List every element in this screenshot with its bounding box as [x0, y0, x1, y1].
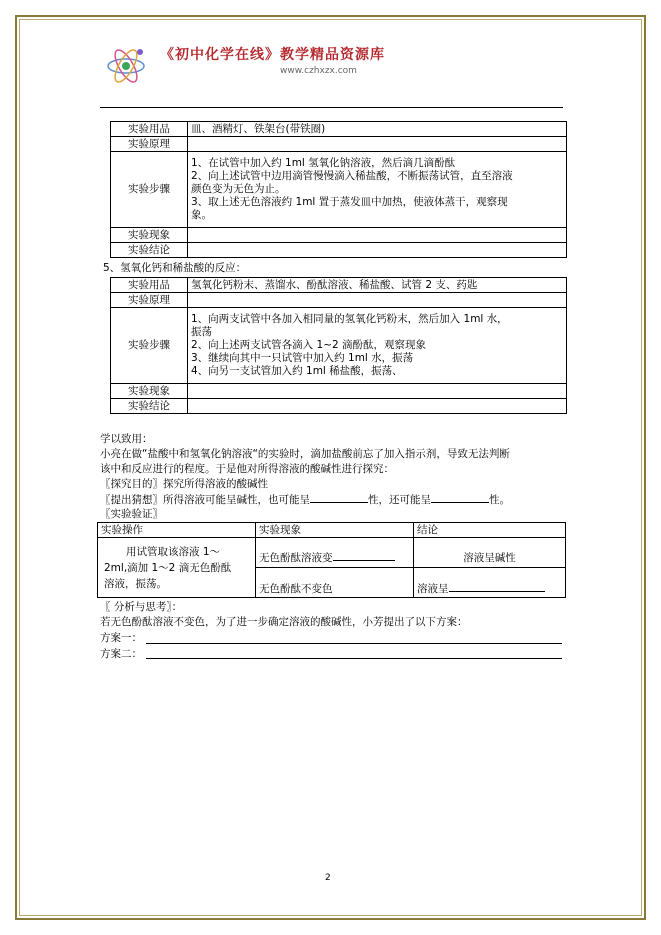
- step-line: 3、继续向其中一只试管中加入约 1ml 水，振荡: [191, 352, 414, 364]
- conclusion-cell: 溶液呈碱性: [414, 538, 566, 568]
- phenomenon-blank[interactable]: [333, 550, 395, 561]
- header-url: www.czhxzx.com: [280, 66, 357, 76]
- row-label: 实验结论: [111, 243, 188, 258]
- row-label: 实验现象: [111, 384, 188, 399]
- plan-2-answer-line[interactable]: [146, 658, 562, 659]
- hypothesis-blank-1[interactable]: [310, 492, 368, 503]
- table-row: [111, 152, 567, 228]
- row-label: 实验步骤: [111, 152, 188, 228]
- operation-line: 用试管取该溶液 1～: [126, 545, 221, 558]
- steps-cell: [188, 152, 567, 228]
- table-row: [111, 308, 567, 384]
- table-row: [111, 293, 567, 308]
- step-line: 2、向上述两支试管各滴入 1~2 滴酚酞，观察现象: [191, 339, 427, 351]
- table-row: [111, 137, 567, 152]
- step-line: 1、在试管中加入约 1ml 氢氧化钠溶液，然后滴几滴酚酞: [191, 157, 456, 169]
- row-label: 实验用品: [111, 122, 188, 137]
- hypothesis-text-c: 性。: [489, 494, 510, 506]
- step-line: 4、向另一支试管加入约 1ml 稀盐酸，振荡、: [191, 365, 403, 377]
- operation-cell: [98, 538, 256, 598]
- hypothesis-text-a: 〖提出猜想〗所得溶液可能呈碱性，也可能呈: [100, 494, 310, 506]
- section-5-title: 5、氢氧化钙和稀盐酸的反应：: [103, 262, 247, 274]
- table-row: [111, 122, 567, 137]
- conclusion-blank[interactable]: [449, 581, 545, 592]
- experiment-table-1: [110, 121, 567, 258]
- step-line: 3、取上述无色溶液约 1ml 置于蒸发皿中加热，使液体蒸干，观察现: [191, 196, 508, 208]
- header-title: 《初中化学在线》教学精品资源库: [160, 47, 385, 63]
- plan-2-label: 方案二：: [100, 648, 142, 660]
- row-value: [188, 384, 567, 399]
- experiment-table-2: [110, 277, 567, 414]
- apply-title: 学以致用：: [100, 433, 153, 445]
- verification-table: [97, 522, 566, 598]
- column-header: 实验操作: [98, 523, 256, 538]
- plan-1-answer-line[interactable]: [146, 643, 562, 644]
- table-row: [111, 243, 567, 258]
- row-value: 氢氧化钙粉末、蒸馏水、酚酞溶液、稀盐酸、试管 2 支、药匙: [188, 278, 567, 293]
- row-value: [188, 243, 567, 258]
- row-label: 实验用品: [111, 278, 188, 293]
- step-line: 振荡: [191, 326, 212, 338]
- operation-line: 溶液，振荡。: [104, 577, 167, 590]
- apply-paragraph-2: 该中和反应进行的程度。于是他对所得溶液的酸碱性进行探究：: [100, 463, 394, 475]
- table-row: [111, 228, 567, 243]
- table-header-row: [98, 523, 566, 538]
- row-label: 实验原理: [111, 137, 188, 152]
- table-row: [111, 278, 567, 293]
- step-line: 1、向两支试管中各加入相同量的氢氧化钙粉末，然后加入 1ml 水，: [191, 313, 508, 325]
- row-value: [188, 293, 567, 308]
- table-row: [111, 399, 567, 414]
- explore-goal: 〖探究目的〗探究所得溶液的酸碱性: [100, 478, 268, 490]
- analysis-title: 〖 分析与思考〗：: [100, 601, 183, 613]
- row-label: 实验现象: [111, 228, 188, 243]
- verify-title: 〖实验验证〗: [100, 508, 163, 520]
- table-row: [98, 538, 566, 568]
- step-line: 象。: [191, 209, 212, 221]
- column-header: 实验现象: [256, 523, 414, 538]
- hypothesis-blank-2[interactable]: [431, 492, 489, 503]
- steps-cell: [188, 308, 567, 384]
- page-number: 2: [325, 873, 331, 883]
- operation-line: 2ml,滴加 1～2 滴无色酚酞: [104, 561, 232, 574]
- step-line: 2、向上述试管中边用滴管慢慢滴入稀盐酸，不断振荡试管，直至溶液: [191, 170, 513, 182]
- plan-1-label: 方案一：: [100, 632, 142, 644]
- row-label: 实验原理: [111, 293, 188, 308]
- conclusion-cell: [414, 568, 566, 598]
- hypothesis-text-b: 性，还可能呈: [368, 494, 431, 506]
- analysis-text: 若无色酚酞溶液不变色，为了进一步确定溶液的酸碱性，小芳提出了以下方案：: [100, 616, 468, 628]
- row-value: [188, 137, 567, 152]
- row-label: 实验步骤: [111, 308, 188, 384]
- step-line: 颜色变为无色为止。: [191, 183, 286, 195]
- conclusion-text: 溶液呈: [417, 583, 449, 595]
- phenomenon-text: 无色酚酞溶液变: [259, 552, 333, 564]
- hypothesis-line: [100, 492, 510, 507]
- row-value: [188, 228, 567, 243]
- row-value: [188, 399, 567, 414]
- table-row: [111, 384, 567, 399]
- phenomenon-cell: 无色酚酞不变色: [256, 568, 414, 598]
- phenomenon-cell: [256, 538, 414, 568]
- apply-paragraph-1: 小亮在做“盐酸中和氢氧化钠溶液“的实验时，滴加盐酸前忘了加入指示剂，导致无法判断: [100, 448, 510, 460]
- row-label: 实验结论: [111, 399, 188, 414]
- column-header: 结论: [414, 523, 566, 538]
- row-value: 皿、酒精灯、铁架台(带铁圈): [188, 122, 567, 137]
